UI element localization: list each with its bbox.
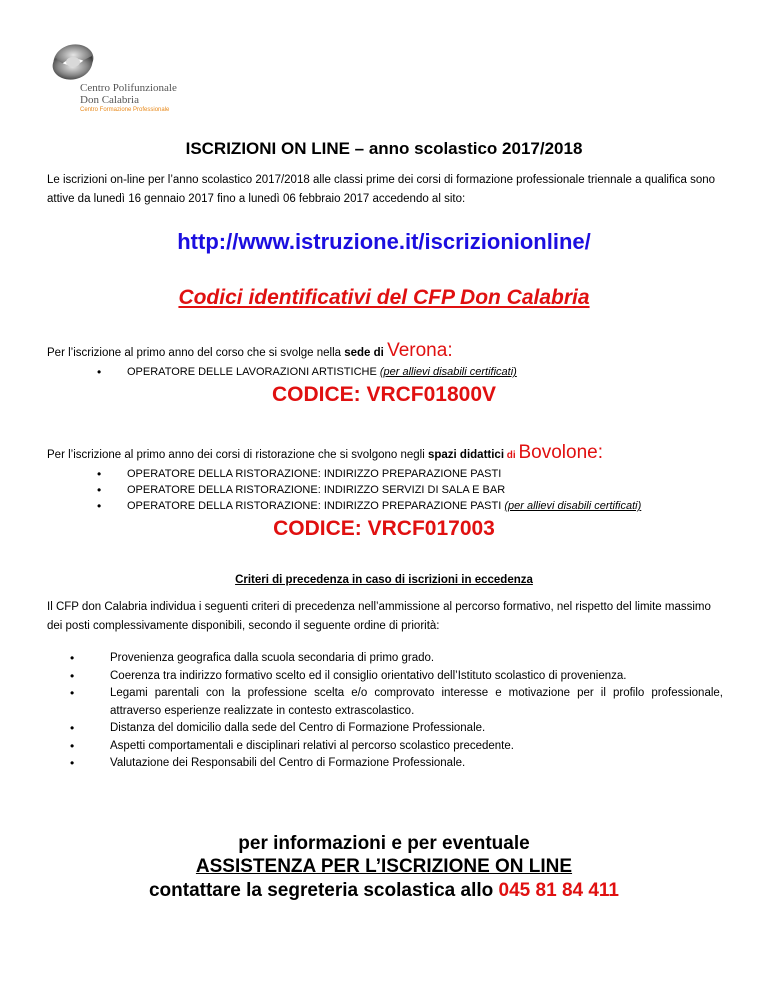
codici-heading: Codici identificativi del CFP Don Calabria [178,286,590,309]
course-name: OPERATORE DELLA RISTORAZIONE: INDIRIZZO PREPARAZIONE PASTI [127,500,505,512]
logo-swirl-icon [48,38,98,84]
list-item: • Aspetti comportamentali e disciplinari relativi al percorso scolastico precedente. [70,738,723,756]
footer-line2: ASSISTENZA PER L’ISCRIZIONE ON LINE [195,856,573,877]
list-item: • Provenienza geografica dalla scuola secondaria di primo grado. [70,650,723,668]
list-item: • Coerenza tra indirizzo formativo scelto ed il consiglio orientativo dell’Istituto scolastico di provenienza. [70,668,723,686]
list-item: • Legami parentali con la professione scelta e/o comprovato interesse e motivazione per il profilo professionale, attraverso esperienze realizzate in contesto extrascolastico. [70,685,723,720]
bovolone-lead [47,442,603,464]
course-note: (per allievi disabili certificati) [504,500,642,512]
verona-place: Verona [387,340,448,361]
registration-link[interactable]: http://www.istruzione.it/iscrizionionline/ [177,229,591,254]
list-item: • Valutazione dei Responsabili del Centro di Formazione Professionale. [70,755,723,773]
bovolone-lead-text: Per l’iscrizione al primo anno dei corsi di ristorazione che si svolgono negli [47,449,428,461]
logo-text-line2: Don Calabria [80,94,139,106]
footer-contact-text: contattare la segreteria scolastica allo [148,880,499,901]
phone-number[interactable]: 045 81 84 411 [498,880,620,901]
list-item [97,498,641,514]
bovolone-lead-bold: spazi didattici [427,449,505,461]
course-note: (per allievi disabili certificati) [379,366,517,378]
bovolone-code: CODICE: VRCF017003 [273,517,495,540]
course-name: OPERATORE DELLA RISTORAZIONE: INDIRIZZO SERVIZI DI SALA E BAR [127,484,506,496]
verona-colon: : [447,340,453,361]
intro-paragraph: Le iscrizioni on-line per l’anno scolastico 2017/2018 alle classi prime dei corsi di formazione professionale triennale a qualifica sono attive da lunedì 16 gennaio 2017 fino a lunedì 06 febbraio 2017 accedendo al sito: [47,174,716,205]
verona-lead-bold: sede di [344,347,384,359]
verona-course-list [97,364,517,380]
course-name: OPERATORE DELLA RISTORAZIONE: INDIRIZZO PREPARAZIONE PASTI [127,468,502,480]
criteria-list [70,650,723,773]
criteria-heading: Criteri di precedenza in caso di iscrizioni in eccedenza [235,574,533,586]
footer-line3 [0,880,768,902]
verona-code: CODICE: VRCF01800V [271,383,497,406]
bovolone-di: di [504,450,519,461]
criteria-intro: Il CFP don Calabria individua i seguenti criteri di precedenza nell’ammissione al percorso formativo, nel rispetto del limite massimo dei posti complessivamente disponibili, secondo il seguente ordine di priorità: [47,601,711,632]
list-item [97,482,641,498]
list-item [97,466,641,482]
verona-lead-text: Per l’iscrizione al primo anno del corso che si svolge nella [47,347,345,359]
logo [48,38,208,118]
bovolone-colon: : [597,442,603,463]
bovolone-course-list [97,466,641,514]
list-item [97,364,517,380]
bovolone-place: Bovolone [518,442,598,463]
course-name: OPERATORE DELLE LAVORAZIONI ARTISTICHE [127,366,380,378]
footer-line1: per informazioni e per eventuale [238,833,530,854]
logo-text-line3: Centro Formazione Professionale [80,107,170,113]
verona-lead [47,340,453,362]
page-title: ISCRIZIONI ON LINE – anno scolastico 2017/2018 [185,139,583,158]
logo-text-line1: Centro Polifunzionale [80,82,177,94]
list-item: • Distanza del domicilio dalla sede del Centro di Formazione Professionale. [70,720,723,738]
